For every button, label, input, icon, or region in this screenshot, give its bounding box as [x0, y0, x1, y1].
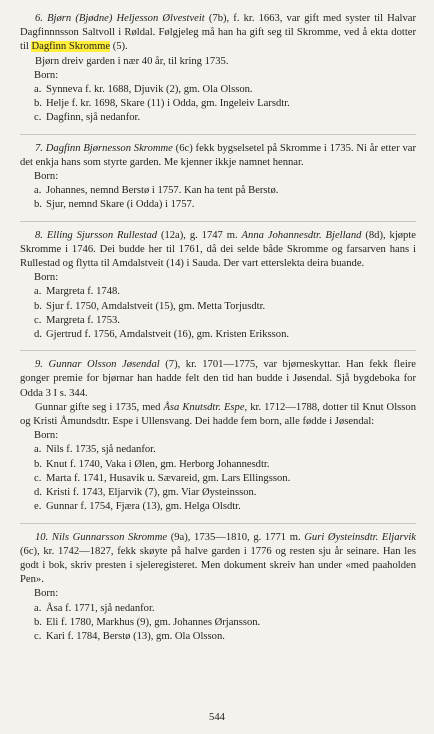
- entry-9: [20, 358, 416, 514]
- highlighted-name: Dagfinn Skromme: [31, 41, 111, 53]
- entry-6-heading: 6. Bjørn (Bjødne) Heljesson Ølvestveit: [35, 13, 205, 24]
- page-number: 544: [209, 712, 225, 723]
- child-item: d. Gjertrud f. 1756, Amdalstveit (16), gm. Kristen Eriksson.: [34, 329, 290, 341]
- entry-6-paragraph: 6. Bjørn (Bjødne) Heljesson Ølvestveit (7b), f. kr. 1663, var gift med syster til Halvar Dagfinnnsson Saltvoll i Røldal. Følgjeleg må han ha gift seg til Skromme, ved å ekta dotter til Dagfinn Skromme (5).: [20, 13, 417, 53]
- entry-10-paragraph: 10. Nils Gunnarsson Skromme (9a), 1735—1810, g. 1771 m. Guri Øysteinsdtr. Eljarvik (6c), kr. 1742—1827, fekk skøyte på halve garden i 1776 og resten sju år seinare. Han les godt i bok, skriv presten i sjeleregisteret. Men dokument skreiv han under «med paaholden Pen».: [20, 531, 417, 586]
- born-label: Born:: [34, 69, 59, 81]
- child-item: a. Nils f. 1735, sjå nedanfor.: [34, 444, 156, 456]
- entry-10-heading: 10. Nils Gunnarsson Skromme: [35, 531, 168, 543]
- child-item: c. Margreta f. 1753.: [34, 314, 120, 326]
- born-label: Born:: [34, 588, 59, 600]
- child-item: a. Johannes, nemnd Berstø i 1757. Kan ha tent på Berstø.: [34, 185, 279, 197]
- spouse-name: Åsa Knutsdtr. Espe: [163, 401, 245, 413]
- entry-7-heading: 7. Dagfinn Bjørnesson Skromme: [35, 142, 173, 154]
- entry-8: [20, 229, 416, 343]
- born-label: Born:: [34, 171, 59, 183]
- born-label: Born:: [34, 272, 59, 284]
- child-item: b. Eli f. 1780, Markhus (9), gm. Johannes Ørjansson.: [34, 616, 261, 628]
- child-item: a. Margreta f. 1748.: [34, 286, 120, 298]
- divider: [20, 134, 416, 135]
- divider: [20, 523, 416, 524]
- child-item: a. Synneva f. kr. 1688, Djuvik (2), gm. Ola Olsson.: [34, 84, 253, 96]
- born-label: Born:: [34, 430, 59, 442]
- entry-6: [20, 12, 416, 126]
- child-item: d. Kristi f. 1743, Eljarvik (7), gm. Viar Øysteinsson.: [34, 487, 257, 499]
- child-item: b. Knut f. 1740, Vaka i Ølen, gm. Herborg Johannesdtr.: [34, 458, 270, 470]
- entry-9-paragraph: 9. Gunnar Olsson Jøsendal (7), kr. 1701—1775, var bjørneskyttar. Han fekk fleire gonger premie for bjørnar han hadde felt den tid han budde i Jøsendal. Sjå bygdeboka for Odda 3 I s. 344.: [20, 359, 416, 399]
- entry-7: [20, 142, 416, 213]
- child-item: e. Gunnar f. 1754, Fjæra (13), gm. Helga Olsdtr.: [34, 501, 241, 513]
- child-item: b. Sjur f. 1750, Amdalstveit (15), gm. Metta Torjusdtr.: [34, 300, 266, 312]
- child-item: b. Helje f. kr. 1698, Skare (11) i Odda, gm. Ingeleiv Larsdtr.: [34, 98, 290, 110]
- divider: [20, 350, 416, 351]
- divider: [20, 221, 416, 222]
- spouse-name: Anna Johannesdtr. Bjelland: [241, 229, 362, 241]
- entry-10: [20, 531, 416, 645]
- entry-9-heading: 9. Gunnar Olsson Jøsendal: [35, 359, 160, 371]
- entry-6-paragraph-2: Bjørn dreiv garden i nær 40 år, til kring 1735.: [35, 55, 229, 67]
- child-item: c. Marta f. 1741, Husavik u. Sævareid, gm. Lars Ellingsson.: [34, 472, 291, 484]
- entry-7-paragraph: 7. Dagfinn Bjørnesson Skromme (6c) fekk bygselsetel på Skromme i 1735. Ni år etter var det enkja hans som styrte garden. Me kjenner ikkje namnet hennar.: [20, 142, 416, 168]
- entry-8-heading: 8. Elling Sjursson Rullestad: [35, 229, 158, 241]
- entry-9-paragraph-2: Gunnar gifte seg i 1735, med Åsa Knutsdtr. Espe, kr. 1712—1788, dotter til Knut Olsson og Kristi Åmundsdtr. Espe i Ullensvang. Dei hadde fem born, alle fødde i Jøsendal:: [20, 401, 416, 428]
- spouse-name: Guri Øysteinsdtr. Eljarvik: [304, 531, 417, 543]
- child-item: b. Sjur, nemnd Skare (i Odda) i 1757.: [34, 199, 195, 211]
- child-item: c. Kari f. 1784, Berstø (13), gm. Ola Olsson.: [34, 630, 225, 642]
- child-item: a. Åsa f. 1771, sjå nedanfor.: [34, 602, 155, 614]
- child-item: c. Dagfinn, sjå nedanfor.: [34, 112, 141, 124]
- entry-8-paragraph: 8. Elling Sjursson Rullestad (12a), g. 1747 m. Anna Johannesdtr. Bjelland (8d), kjøpte Skromme i 1746. Dei budde her til 1761, då dei selde både Skromme og farsarven hans i Rullestad og flytta til Amdalstveit (14) i Sauda. Der vart etterslekta deira buande.: [20, 229, 417, 270]
